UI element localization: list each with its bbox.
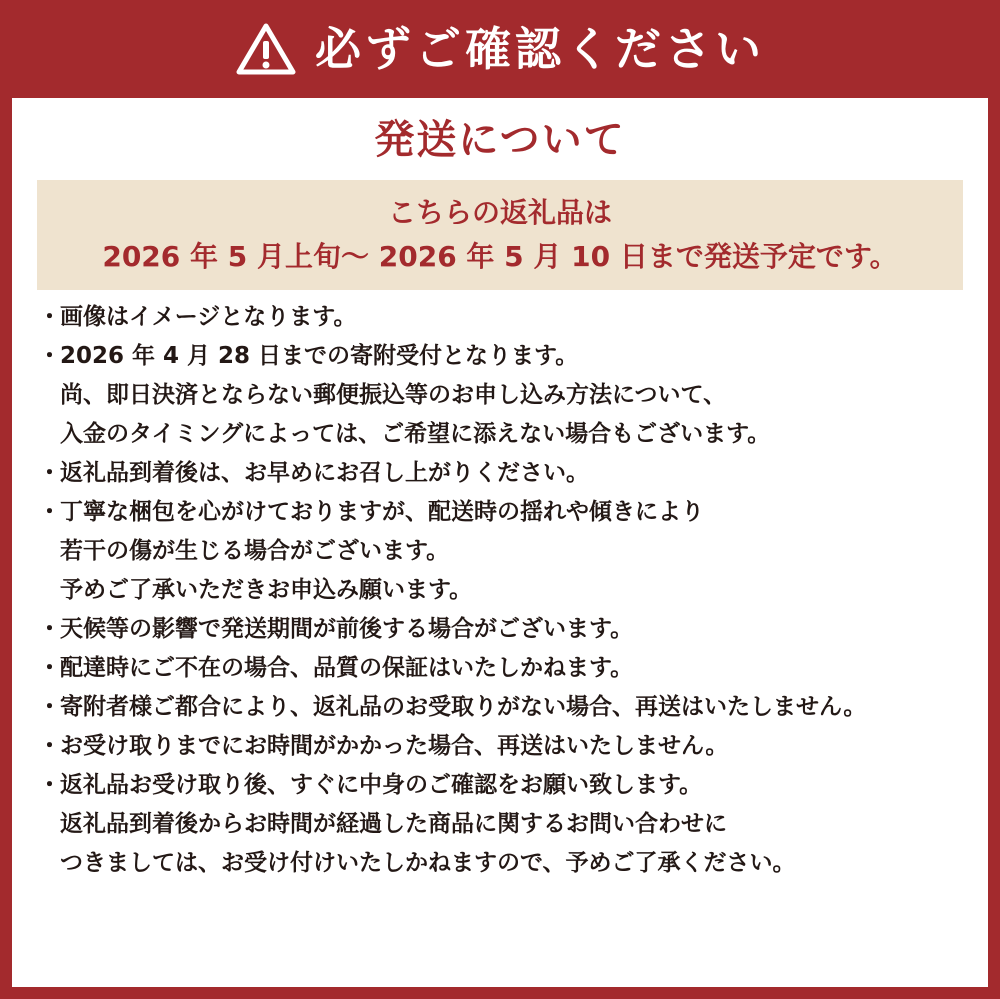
list-item (38, 454, 978, 493)
list-item-line: 若干の傷が生じる場合がございます。 (60, 538, 450, 564)
bullet-mark: ・ (38, 460, 61, 486)
list-item-text (60, 766, 796, 883)
bullet-mark: ・ (38, 655, 61, 681)
list-item-text (60, 727, 728, 766)
bullet-mark: ・ (38, 616, 61, 642)
bullet-mark: ・ (38, 499, 61, 525)
bullet-mark: ・ (38, 772, 61, 798)
bullet-mark: ・ (38, 343, 61, 369)
list-item (38, 727, 978, 766)
list-item-line: 天候等の影響で発送期間が前後する場合がございます。 (60, 616, 634, 642)
warning-triangle-icon (235, 21, 297, 77)
list-item-line: 入金のタイミングによっては、ご希望に添えない場合もございます。 (60, 421, 771, 447)
bullet-mark: ・ (38, 733, 61, 759)
notice-line-2: 2026 年 5 月上旬～ 2026 年 5 月 10 日まで発送予定です。 (102, 240, 898, 273)
list-item (38, 493, 978, 610)
list-item-text (60, 610, 633, 649)
section-title: 発送について (374, 117, 626, 163)
list-item-text (60, 298, 356, 337)
list-item-text (60, 454, 589, 493)
list-item-text (60, 493, 704, 610)
list-item-line: 寄附者様ご都合により、返礼品のお受取りがない場合、再送はいたしません。 (60, 694, 867, 720)
list-item (38, 337, 978, 454)
notice-line-1: こちらの返礼品は (387, 196, 612, 229)
list-item-line: 返礼品到着後からお時間が経過した商品に関するお問い合わせに (60, 811, 727, 837)
list-item-line: 丁寧な梱包を心がけておりますが、配送時の揺れや傾きにより (60, 499, 704, 525)
list-item-line: 返礼品お受け取り後、すぐに中身のご確認をお願い致します。 (60, 772, 703, 798)
list-item-line: つきましては、お受け付けいたしかねますので、予めご了承ください。 (60, 850, 796, 876)
list-item-line: お受け取りまでにお時間がかかった場合、再送はいたしません。 (60, 733, 729, 759)
list-item (38, 610, 978, 649)
list-item-line: 返礼品到着後は、お早めにお召し上がりください。 (60, 460, 589, 486)
list-item-line: 尚、即日決済とならない郵便振込等のお申し込み方法について、 (60, 382, 727, 408)
list-item-line: 画像はイメージとなります。 (60, 304, 357, 330)
header-bar (0, 0, 1000, 98)
list-item (38, 298, 978, 337)
shipping-notice-box (37, 180, 963, 290)
list-item-text (60, 337, 770, 454)
list-item-text (60, 649, 633, 688)
content-panel (12, 98, 988, 987)
header-title: 必ずご確認ください (315, 22, 765, 76)
list-item-text (60, 688, 866, 727)
notes-list (38, 298, 978, 883)
bullet-mark: ・ (38, 694, 61, 720)
header-content (235, 21, 765, 77)
bullet-mark: ・ (38, 304, 61, 330)
list-item (38, 649, 978, 688)
list-item-line: 配達時にご不在の場合、品質の保証はいたしかねます。 (60, 655, 634, 681)
list-item (38, 688, 978, 727)
list-item-line: 2026 年 4 月 28 日までの寄附受付となります。 (60, 343, 579, 369)
list-item (38, 766, 978, 883)
list-item-line: 予めご了承いただきお申込み願います。 (60, 577, 473, 603)
